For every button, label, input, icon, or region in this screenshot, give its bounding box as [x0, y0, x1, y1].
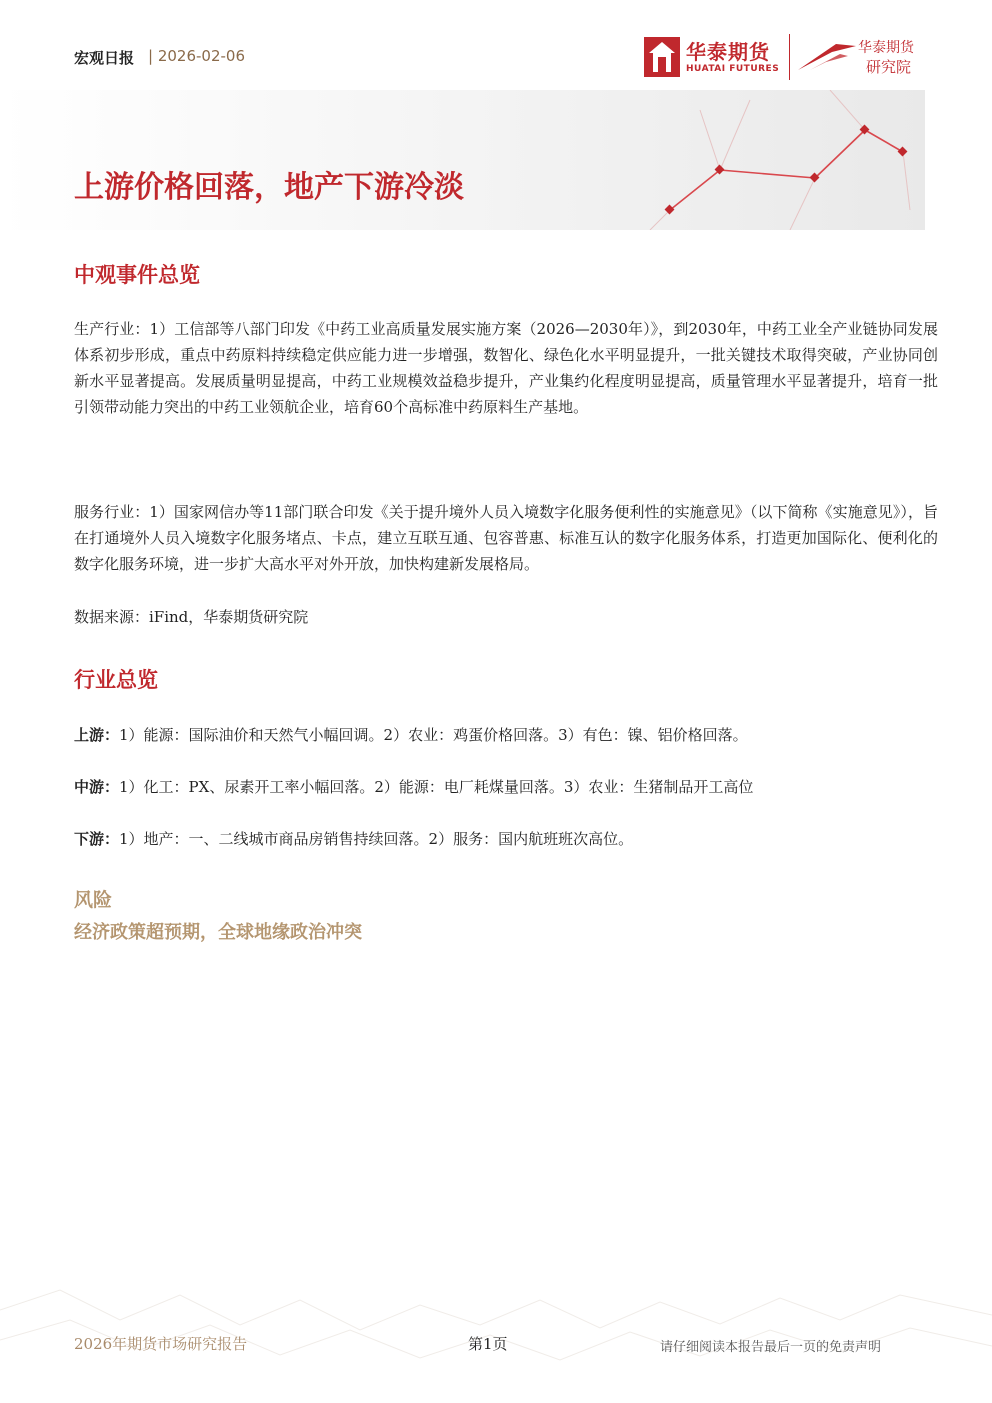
- report-date: | 2026-02-06: [148, 47, 246, 65]
- report-date-value: 2026-02-06: [157, 47, 246, 65]
- data-source: 数据来源：iFind，华泰期货研究院: [74, 608, 309, 626]
- paragraph-production: 生产行业：1）工信部等八部门印发《中药工业高质量发展实施方案（2026—2030年）》，到2030年，中药工业全产业链协同发展体系初步形成，重点中药原料持续稳定供应能力进一步增强，数智化、绿色化水平明显提升，一批关键技术取得突破，产业协同创新水平显著提高。发展质量明显提高，中药工业规模效益稳步提升，产业集约化程度明显提高，质量管理水平显著提升，培育一批引领带动能力突出的中药工业领航企业，培育60个高标准中药原料生产基地。: [74, 320, 938, 416]
- upstream-text: 1）能源：国际油价和天然气小幅回调。2）农业：鸡蛋价格回落。3）有色：镍、铝价格回落。: [119, 726, 748, 744]
- title-banner-graphic: [0, 90, 925, 230]
- page-number: 第1页: [468, 1335, 508, 1353]
- huatai-logo-icon: [644, 37, 680, 77]
- upstream-line: [74, 724, 748, 745]
- downstream-line: [74, 828, 633, 849]
- logo-chinese-name: 华泰期货: [686, 40, 770, 64]
- footer-report-name: 2026年期货市场研究报告: [74, 1335, 248, 1353]
- paragraph-services: 服务行业：1）国家网信办等11部门联合印发《关于提升境外人员入境数字化服务便利性的实施意见》（以下简称《实施意见》），旨在打通境外人员入境数字化服务堵点、卡点，建立互联互通、包容普惠、标准互认的数字化服务体系，打造更加国际化、便利化的数字化服务环境，进一步扩大高水平对外开放，加快构建新发展格局。: [74, 503, 938, 573]
- midstream-text: 1）化工：PX、尿素开工率小幅回落。2）能源：电厂耗煤量回落。3）农业：生猪制品开工高位: [119, 778, 754, 796]
- risk-text: 经济政策超预期，全球地缘政治冲突: [74, 922, 362, 943]
- company-logo: [644, 34, 924, 80]
- section-heading-industry: 行业总览: [74, 668, 158, 692]
- footer-disclaimer: 请仔细阅读本报告最后一页的免责声明: [660, 1340, 882, 1355]
- logo-divider: [789, 34, 790, 80]
- report-type: 宏观日报: [74, 49, 135, 67]
- institute-name-line1: 华泰期货: [858, 40, 914, 56]
- midstream-line: [74, 776, 753, 797]
- institute-name-line2: 研究院: [866, 58, 912, 76]
- risk-heading: 风险: [74, 889, 113, 911]
- institute-logo-icon: [796, 40, 858, 74]
- logo-english-name: HUATAI FUTURES: [686, 64, 780, 74]
- upstream-label: 上游：: [74, 726, 120, 744]
- section-heading-events: 中观事件总览: [74, 263, 200, 287]
- page-title: 上游价格回落，地产下游冷淡: [74, 170, 464, 205]
- downstream-label: 下游：: [74, 830, 120, 848]
- midstream-label: 中游：: [74, 778, 120, 796]
- downstream-text: 1）地产：一、二线城市商品房销售持续回落。2）服务：国内航班班次高位。: [119, 830, 634, 848]
